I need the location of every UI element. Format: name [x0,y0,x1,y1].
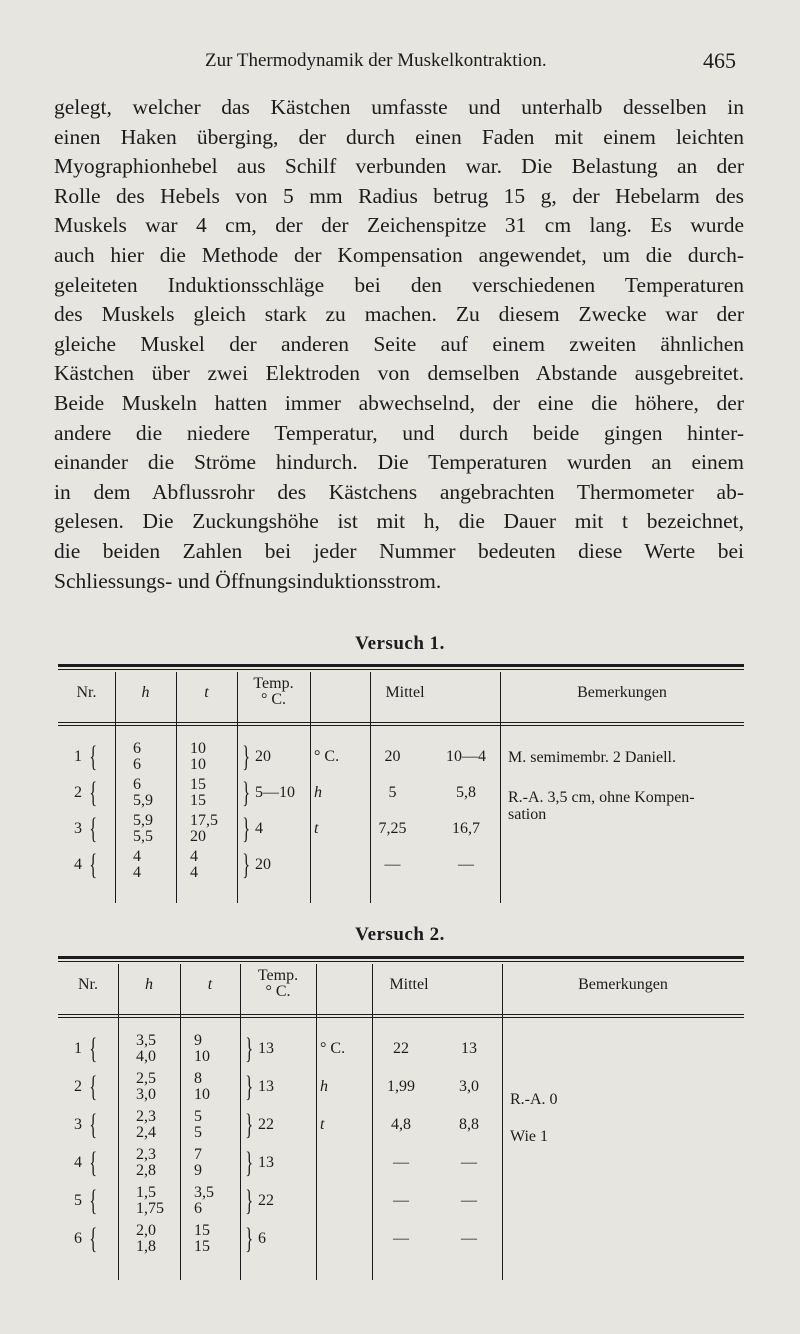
cell-t: 5 [194,1124,202,1141]
cell-h: 4,0 [136,1048,156,1065]
mittel-value: 8,8 [459,1116,479,1133]
table-column-divider [502,964,503,1280]
cell-h: 1,8 [136,1238,156,1255]
cell-h: 2,0 [136,1222,156,1239]
brace-icon: } [242,776,251,809]
header-temp: Temp. [253,675,294,692]
mittel-value: — [461,1192,477,1209]
text-line: gleiche Muskel der anderen Seite auf einem zweiten ähnlichen [54,331,744,356]
cell-t: 4 [190,848,198,865]
cell-t: 20 [190,828,206,845]
table-column-divider [115,672,116,903]
cell-t: 17,5 [190,812,218,829]
table-top-rule-thin [58,961,744,962]
row-number: 4 [74,1154,82,1171]
row-number: 1 [74,1040,82,1057]
table-header-rule [58,725,744,726]
cell-h: 5,9 [133,792,153,809]
brace-icon: } [242,812,251,845]
mittel-value: — [384,856,401,873]
versuch1-title: Versuch 1. [355,633,445,654]
cell-h: 6 [133,776,141,793]
brace-icon: { [89,1108,98,1141]
mittel-value: 3,0 [459,1078,479,1095]
text-line: die beiden Zahlen bei jeder Nummer bedeuten diese Werte bei [54,538,744,563]
header-temp-unit: ° C. [265,983,291,1000]
header-temp-unit: ° C. [260,691,287,708]
mittel-value: 22 [393,1040,409,1057]
brace-icon: } [242,740,251,773]
mittel-value: 20 [384,748,401,765]
header-mittel: Mittel [385,684,425,701]
header-mittel: Mittel [389,976,429,993]
table-top-rule [58,956,744,959]
cell-t: 10 [190,756,206,773]
row-number: 4 [74,856,82,873]
cell-h: 3,0 [136,1086,156,1103]
mittel-value: 1,99 [387,1078,415,1095]
mittel-value: — [393,1154,409,1171]
header-nr: Nr. [76,684,97,701]
cell-t: 15 [194,1238,210,1255]
brace-icon: { [89,848,98,881]
cell-h: 1,75 [136,1200,164,1217]
text-line: einen Haken überging, der durch einen Faden mit einem leichten [54,124,744,149]
running-header [0,50,800,80]
cell-t: 7 [194,1146,202,1163]
text-line: Kästchen über zwei Elektroden von demselben Abstande ausgebreitet. [54,361,744,386]
cell-temp: 22 [258,1192,274,1209]
cell-t: 15 [190,776,206,793]
row-number: 6 [74,1230,82,1247]
table-header-rule [58,722,744,723]
cell-h: 2,4 [136,1124,156,1141]
text-line: gelesen. Die Zuckungshöhe ist mit h, die Dauer mit t bezeichnet, [54,509,744,534]
brace-icon: } [245,1032,254,1065]
text-line: Beide Muskeln hatten immer abwechselnd, der eine die höhere, der [54,390,744,415]
cell-t: 15 [194,1222,210,1239]
brace-icon: } [245,1070,254,1103]
cell-temp: 4 [255,820,263,837]
brace-icon: { [89,1222,98,1255]
cell-h: 6 [133,740,141,757]
cell-temp: 6 [258,1230,266,1247]
cell-h: 2,3 [136,1108,156,1125]
cell-temp: 22 [258,1116,274,1133]
mittel-label: t [314,820,319,837]
header-h: h [141,684,150,701]
mittel-value: — [461,1230,477,1247]
brace-icon: } [245,1184,254,1217]
mittel-value: 16,7 [452,820,480,837]
table-column-divider [500,672,501,903]
cell-temp: 13 [258,1154,274,1171]
text-line: einander die Ströme hindurch. Die Temperaturen wurden an einem [54,450,744,475]
bemerkung-text: R.-A. 0 [510,1091,558,1108]
table-header-rule [58,1017,744,1018]
row-number: 2 [74,1078,82,1095]
text-line: Schliessungs- und Öffnungsinduktionsstrom. [54,568,442,593]
text-line: in dem Abflussrohr des Kästchens angebrachten Thermometer ab- [54,479,744,504]
cell-t: 5 [194,1108,202,1125]
table-column-divider [176,672,177,903]
brace-icon: } [245,1108,254,1141]
bemerkung-text: R.-A. 3,5 cm, ohne Kompen- [508,789,695,806]
brace-icon: { [89,1146,98,1179]
mittel-value: 4,8 [391,1116,411,1133]
cell-h: 6 [133,756,141,773]
header-nr: Nr. [78,976,98,993]
cell-temp: 20 [255,748,271,765]
cell-h: 2,3 [136,1146,156,1163]
cell-h: 1,5 [136,1184,156,1201]
mittel-value: — [393,1192,409,1209]
mittel-label: h [314,784,322,801]
cell-t: 15 [190,792,206,809]
brace-icon: } [242,848,251,881]
cell-temp: 13 [258,1078,274,1095]
page-number: 465 [703,48,736,73]
cell-t: 8 [194,1070,202,1087]
table-column-divider [180,964,181,1280]
text-line: andere die niedere Temperatur, und durch beide gingen hinter- [54,420,744,445]
cell-t: 10 [194,1086,210,1103]
mittel-label: t [320,1116,325,1133]
table-header-rule [58,1014,744,1015]
row-number: 2 [74,784,82,801]
table-top-rule-thin [58,669,744,670]
brace-icon: { [89,1032,98,1065]
header-bemerkungen: Bemerkungen [577,684,667,701]
brace-icon: } [245,1222,254,1255]
bemerkung-text: M. semimembr. 2 Daniell. [508,749,676,766]
cell-t: 4 [190,864,198,881]
row-number: 3 [74,1116,82,1133]
mittel-label: ° C. [320,1040,346,1057]
cell-t: 10 [190,740,206,757]
mittel-value: 5 [388,784,397,801]
cell-h: 4 [133,864,141,881]
brace-icon: } [245,1146,254,1179]
cell-h: 4 [133,848,141,865]
mittel-value: 10—4 [446,748,486,765]
row-number: 3 [74,820,82,837]
text-line: gelegt, welcher das Kästchen umfasste und unterhalb desselben in [54,95,744,119]
header-bemerkungen: Bemerkungen [578,976,668,993]
body-paragraph [54,93,744,596]
versuch2-title: Versuch 2. [355,924,445,945]
cell-h: 3,5 [136,1032,156,1049]
brace-icon: { [89,740,98,773]
mittel-value: — [461,1154,477,1171]
cell-h: 2,8 [136,1162,156,1179]
cell-t: 9 [194,1032,202,1049]
header-t: t [204,684,209,701]
bemerkung-text: Wie 1 [510,1128,549,1145]
table-column-divider [316,964,317,1280]
cell-temp: 5—10 [255,784,295,801]
cell-t: 6 [194,1200,202,1217]
header-t: t [207,976,213,993]
text-line: Muskels war 4 cm, der der Zeichenspitze 31 cm lang. Es wurde [54,213,744,238]
cell-t: 3,5 [194,1184,214,1201]
cell-temp: 13 [258,1040,274,1057]
row-number: 5 [74,1192,82,1209]
text-line: Rolle des Hebels von 5 mm Radius betrug 15 g, der Hebelarm des [54,183,744,208]
mittel-label: h [320,1078,328,1095]
cell-h: 5,9 [133,812,153,829]
bemerkung-text: sation [508,806,547,823]
table-column-divider [118,964,119,1280]
cell-temp: 20 [255,856,271,873]
brace-icon: { [89,812,98,845]
mittel-label: ° C. [314,748,340,765]
cell-h: 2,5 [136,1070,156,1087]
brace-icon: { [89,776,98,809]
brace-icon: { [89,1070,98,1103]
text-line: des Muskels gleich stark zu machen. Zu diesem Zwecke war der [54,302,744,327]
table-column-divider [310,672,311,903]
row-number: 1 [74,748,82,765]
mittel-value: 5,8 [456,784,476,801]
header-h: h [145,976,153,993]
text-line: geleiteten Induktionsschläge bei den verschiedenen Temperaturen [54,272,744,297]
mittel-value: 13 [461,1040,477,1057]
mittel-value: 7,25 [378,820,407,837]
table-top-rule [58,664,744,667]
mittel-value: — [458,856,474,873]
cell-t: 10 [194,1048,210,1065]
cell-h: 5,5 [133,828,153,845]
text-line: Myographionhebel aus Schilf verbunden war. Die Belastung an der [54,154,744,179]
mittel-value: — [393,1230,409,1247]
running-title: Zur Thermodynamik der Muskelkontraktion. [205,50,547,71]
text-line: auch hier die Methode der Kompensation angewendet, um die durch- [54,242,744,267]
brace-icon: { [89,1184,98,1217]
table-column-divider [240,964,241,1280]
header-temp: Temp. [257,967,299,984]
cell-t: 9 [194,1162,202,1179]
